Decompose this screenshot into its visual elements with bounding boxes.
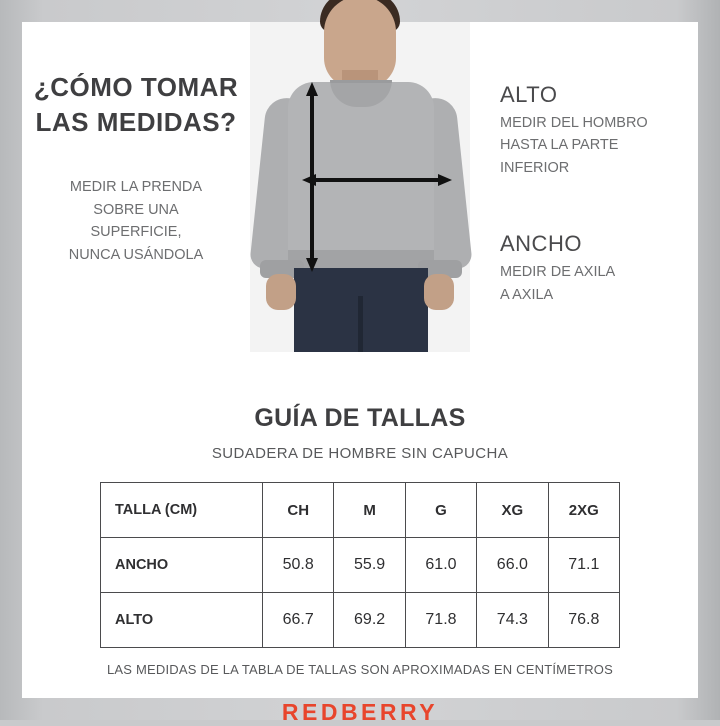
measurement-illustration-section	[22, 22, 698, 352]
table-row	[101, 593, 620, 648]
model-right-hand	[424, 274, 454, 310]
size-guide-card	[22, 22, 698, 725]
ancho-g: 61.0	[405, 538, 476, 593]
ancho-2xg: 71.1	[548, 538, 619, 593]
ancho-ch: 50.8	[263, 538, 334, 593]
alto-line-1: MEDIR DEL HOMBRO	[500, 115, 648, 131]
size-guide-subtitle: SUDADERA DE HOMBRE SIN CAPUCHA	[211, 445, 509, 462]
table-row	[101, 538, 620, 593]
row-label-alto: ALTO	[101, 593, 263, 648]
ancho-block	[500, 231, 698, 306]
ancho-label: ANCHO	[500, 231, 582, 257]
alto-block	[500, 82, 698, 179]
alto-m: 69.2	[334, 593, 405, 648]
model-jeans	[294, 268, 428, 352]
instruction-line-4: NUNCA USÁNDOLA	[68, 246, 204, 263]
row-label-ancho: ANCHO	[101, 538, 263, 593]
table-header-cell-1: CH	[263, 483, 334, 538]
instruction-line-2: SOBRE UNA	[93, 201, 179, 218]
table-footnote: LAS MEDIDAS DE LA TABLA DE TALLAS SON APROXIMADAS EN CENTÍMETROS	[107, 662, 613, 677]
table-header-cell-5: 2XG	[548, 483, 619, 538]
table-header-cell-3: G	[405, 483, 476, 538]
how-to-measure-title-line1: ¿CÓMO TOMAR	[33, 72, 239, 102]
how-to-measure-column	[22, 22, 250, 352]
instruction-line-3: SUPERFICIE,	[90, 224, 182, 241]
size-table	[100, 482, 620, 648]
sweatshirt-hem	[288, 250, 434, 270]
table-header-cell-2: M	[334, 483, 405, 538]
table-header-cell-0: TALLA (CM)	[101, 483, 263, 538]
ancho-description	[500, 261, 698, 306]
ancho-xg: 66.0	[477, 538, 548, 593]
table-header-cell-4: XG	[477, 483, 548, 538]
model-left-hand	[266, 274, 296, 310]
sweatshirt-body	[288, 82, 434, 268]
instruction-line-1: MEDIR LA PRENDA	[69, 179, 203, 196]
alto-ch: 66.7	[263, 593, 334, 648]
how-to-measure-title-line2: LAS MEDIDAS?	[35, 107, 237, 138]
alto-2xg: 76.8	[548, 593, 619, 648]
how-to-measure-instructions	[22, 176, 250, 266]
alto-xg: 74.3	[477, 593, 548, 648]
ancho-line-1: MEDIR DE AXILA	[500, 264, 616, 281]
ancho-m: 55.9	[334, 538, 405, 593]
ancho-line-2: A AXILA	[500, 286, 554, 303]
alto-label: ALTO	[500, 82, 558, 107]
alto-line-2: HASTA LA PARTE	[500, 137, 619, 154]
sweatshirt-photo	[250, 22, 470, 352]
brand-logo: REDBERRY	[281, 699, 439, 725]
alto-line-3: INFERIOR	[500, 159, 570, 176]
how-to-measure-title	[22, 70, 250, 140]
table-header-row	[101, 483, 620, 538]
measurement-labels-column	[470, 22, 698, 352]
alto-g: 71.8	[405, 593, 476, 648]
size-guide-title: GUÍA DE TALLAS	[254, 404, 466, 432]
alto-description	[500, 112, 698, 179]
